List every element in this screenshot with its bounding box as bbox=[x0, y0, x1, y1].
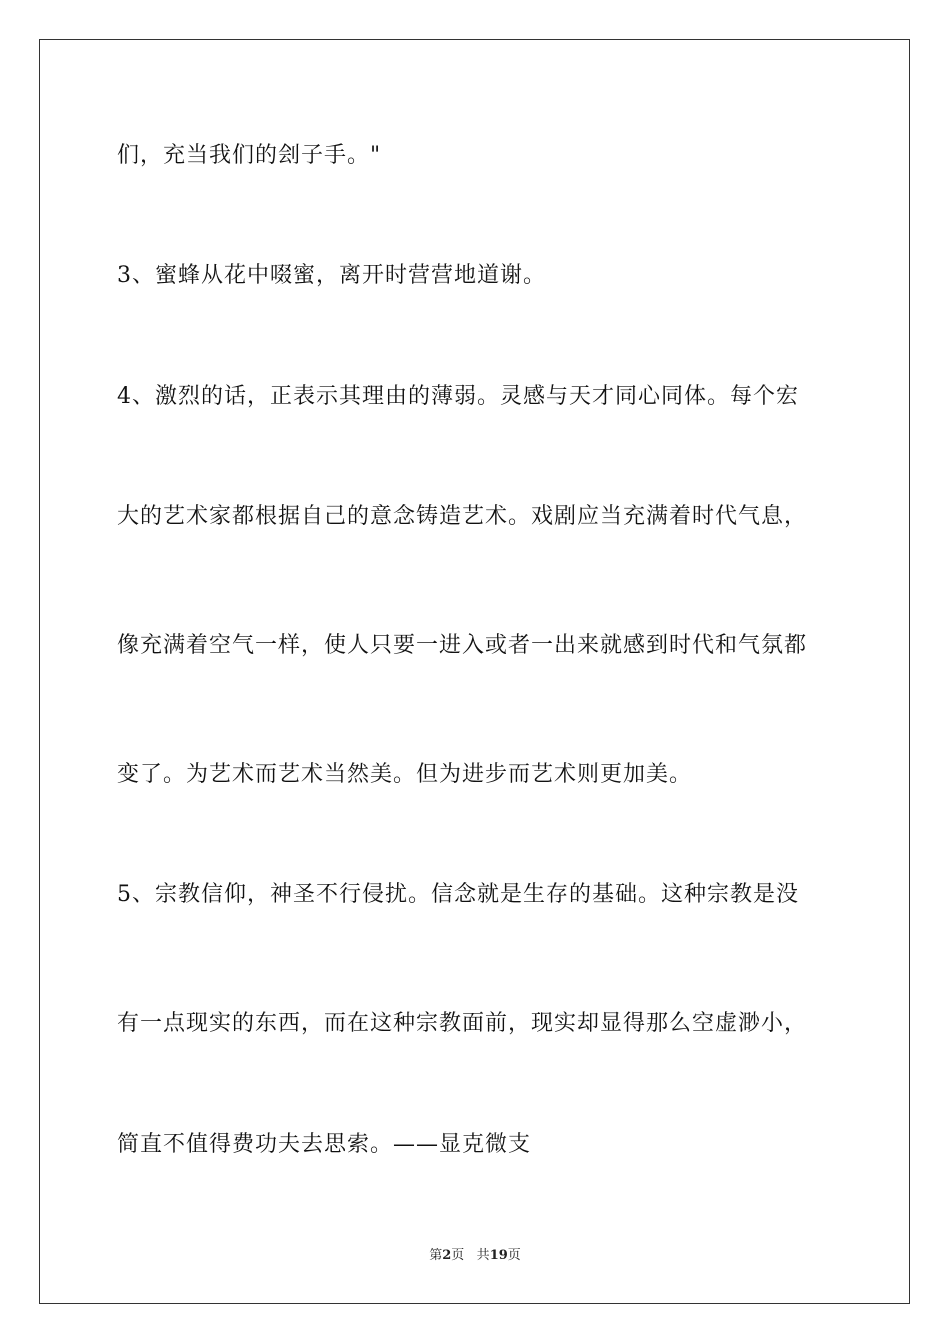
total-pages: 19 bbox=[489, 1248, 508, 1263]
page-footer bbox=[0, 1246, 950, 1266]
text-line-5: 像充满着空气一样，使人只要一进入或者一出来就感到时代和气氛都 bbox=[117, 633, 808, 658]
text-line-3: 4、激烈的话，正表示其理由的薄弱。灵感与天才同心同体。每个宏 bbox=[117, 384, 799, 409]
text-line-4: 大的艺术家都根据自己的意念铸造艺术。戏剧应当充满着时代气息， bbox=[117, 504, 808, 529]
total-suffix: 页 bbox=[507, 1248, 521, 1263]
text-line-7: 5、宗教信仰，神圣不行侵扰。信念就是生存的基础。这种宗教是没 bbox=[117, 882, 799, 907]
page-suffix: 页 bbox=[451, 1248, 465, 1263]
page-number: 2 bbox=[442, 1248, 452, 1263]
text-line-6: 变了。为艺术而艺术当然美。但为进步而艺术则更加美。 bbox=[117, 762, 693, 787]
page-prefix: 第 bbox=[429, 1248, 443, 1263]
total-prefix: 共 bbox=[476, 1248, 490, 1263]
text-line-1: 们，充当我们的刽子手。" bbox=[117, 143, 382, 168]
text-line-2: 3、蜜蜂从花中啜蜜，离开时营营地道谢。 bbox=[117, 263, 546, 288]
text-line-9: 简直不值得费功夫去思索。——显克微支 bbox=[117, 1132, 532, 1157]
text-line-8: 有一点现实的东西，而在这种宗教面前，现实却显得那么空虚渺小， bbox=[117, 1011, 808, 1036]
page-border bbox=[39, 39, 910, 1304]
